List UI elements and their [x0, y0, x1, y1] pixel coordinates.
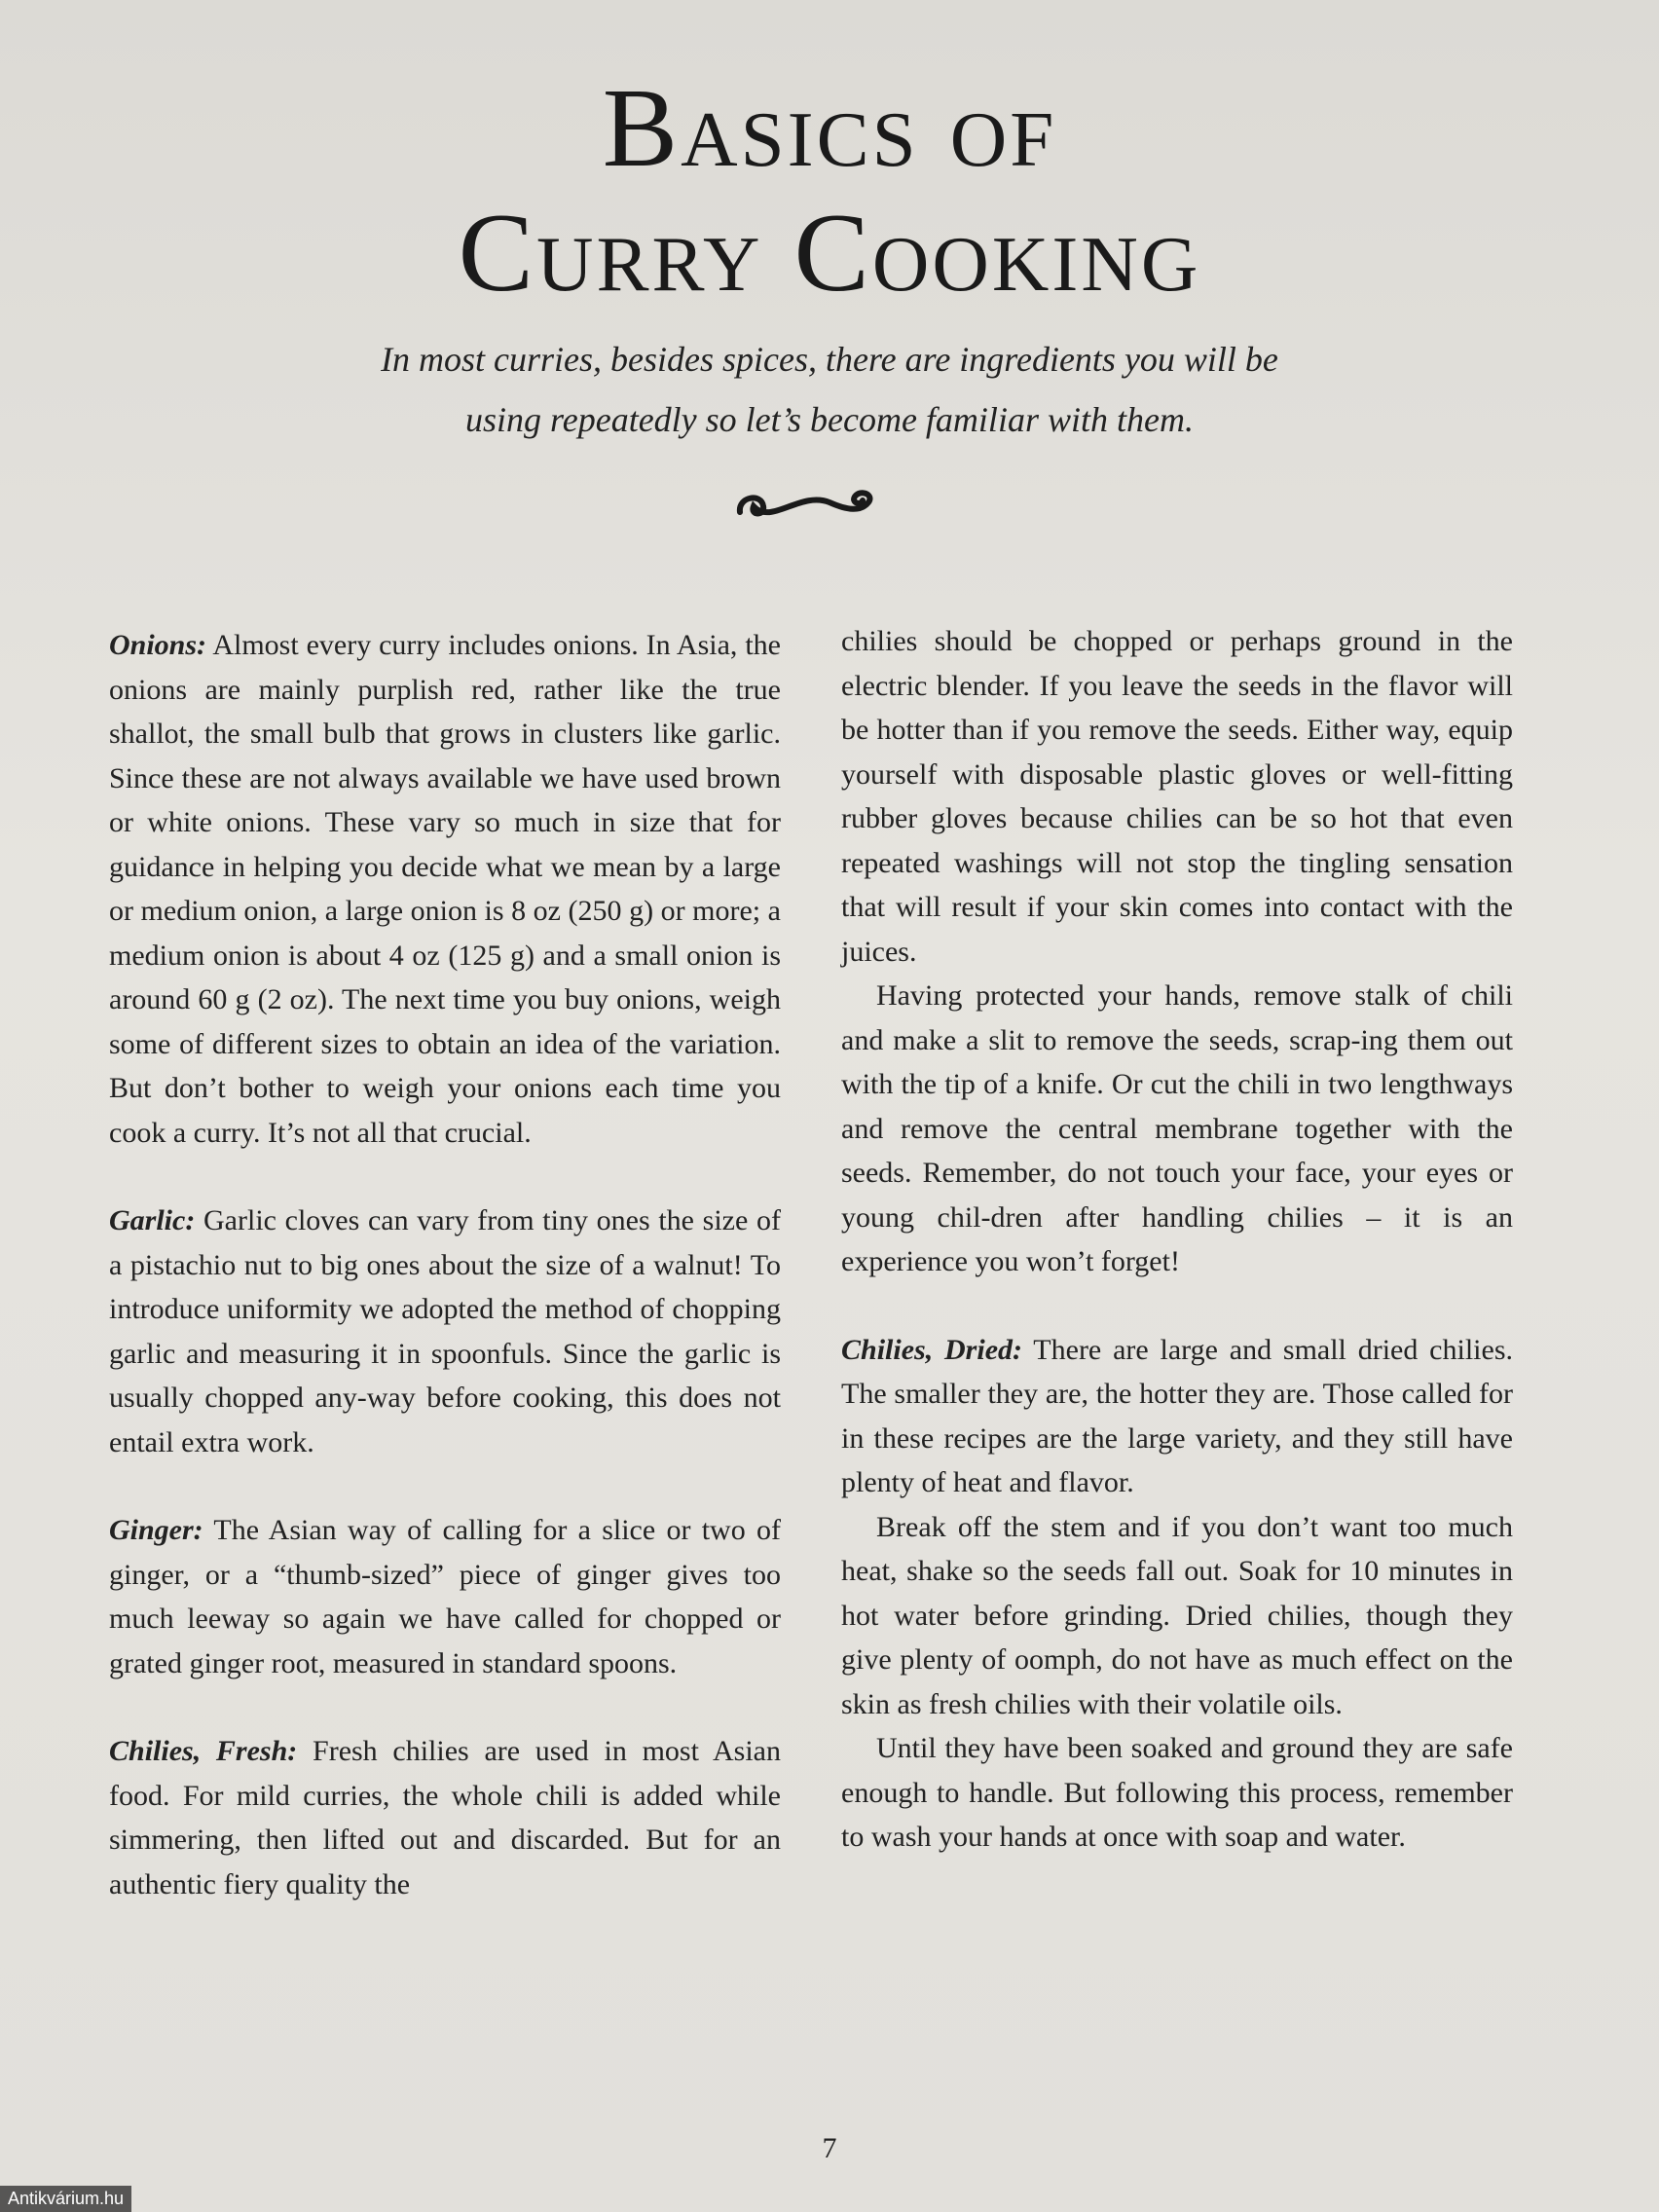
- watermark: Antikvárium.hu: [0, 2186, 131, 2212]
- garlic-term: Garlic:: [109, 1204, 196, 1236]
- scroll-flourish-icon: [732, 483, 878, 528]
- chilies-fresh-term: Chilies, Fresh:: [109, 1735, 298, 1767]
- chilies-dried-paragraph: [841, 1328, 1513, 1505]
- garlic-paragraph: [109, 1198, 781, 1464]
- protected-hands-paragraph: Having protected your hands, remove stalk of chili and make a slit to remove the seeds, scrap-ing them out with the tip of a knife. Or cut the chili in two lengthways and remove the central membrane together with the seeds. Remember, do not touch your face, your eyes or young chil-dren after handling chilies – it is an experience you won’t forget!: [841, 979, 1513, 1277]
- chilies-fresh-continued: chilies should be chopped or perhaps ground in the electric blender. If you leave the seeds in the flavor will be hotter than if you remove the seeds. Either way, equip yourself with disposable plastic gloves or well-fitting rubber gloves because chilies can be so hot that even repeated washings will not stop the tingling sensation that will result if your skin comes into contact with the juices.: [841, 625, 1513, 968]
- page-number: 7: [822, 2132, 837, 2164]
- chilies-fresh-paragraph: [109, 1729, 781, 1906]
- ginger-term: Ginger:: [109, 1514, 203, 1546]
- onions-text: Almost every curry includes onions. In Asia, the onions are mainly purplish red, rather like the true shallot, the small bulb that grows in clusters like garlic. Since these are not always available we have used brown or white onions. These vary so much in size that for guidance in helping you decide what we mean by a large or medium onion, a large onion is 8 oz (250 g) or more; a medium onion is about 4 oz (125 g) and a small onion is around 60 g (2 oz). The next time you buy onions, weigh some of different sizes to obtain an idea of the variation. But don’t bother to weigh your onions each time you cook a curry. It’s not all that crucial.: [109, 629, 781, 1149]
- onions-term: Onions:: [109, 629, 207, 661]
- soaked-ground-paragraph: Until they have been soaked and ground they are safe enough to handle. But following this process, remember to wash your hands at once with soap and water.: [841, 1732, 1513, 1853]
- intro-line-2: using repeatedly so let’s become familiar with them.: [465, 400, 1194, 439]
- left-column: [109, 623, 781, 1906]
- intro-line-1: In most curries, besides spices, there are ingredients you will be: [381, 340, 1278, 379]
- ginger-text: The Asian way of calling for a slice or two of ginger, or a “thumb-sized” piece of ginger gives too much leeway so again we have called for chopped or grated ginger root, measured in standard spoons.: [109, 1514, 781, 1679]
- intro-text: [195, 329, 1464, 450]
- onions-paragraph: [109, 623, 781, 1155]
- title-line-1: Basics of: [602, 66, 1057, 191]
- page-title: [0, 66, 1659, 315]
- break-stem-paragraph: Break off the stem and if you don’t want too much heat, shake so the seeds fall out. Soak for 10 minutes in hot water before grinding. Dried chilies, though they give plenty of oomph, do not have as much effect on the skin as fresh chilies with their volatile oils.: [841, 1510, 1513, 1720]
- title-line-2: Curry Cooking: [458, 191, 1201, 315]
- garlic-text: Garlic cloves can vary from tiny ones the size of a pistachio nut to big ones about the size of a walnut! To introduce uniformity we adopted the method of chopping garlic and measuring it in spoonfuls. Since the garlic is usually chopped any-way before cooking, this does not entail extra work.: [109, 1204, 781, 1458]
- chilies-dried-text: There are large and small dried chilies. The smaller they are, the hotter they are. Those called for in these recipes are the large variety, and they still have plenty of heat and flavor.: [841, 1333, 1513, 1498]
- chilies-dried-term: Chilies, Dried:: [841, 1333, 1022, 1366]
- chilies-fresh-text: Fresh chilies are used in most Asian food. For mild curries, the whole chili is added while simmering, then lifted out and discarded. But for an authentic fiery quality the: [109, 1735, 781, 1900]
- right-column: [841, 619, 1513, 1860]
- ginger-paragraph: [109, 1508, 781, 1685]
